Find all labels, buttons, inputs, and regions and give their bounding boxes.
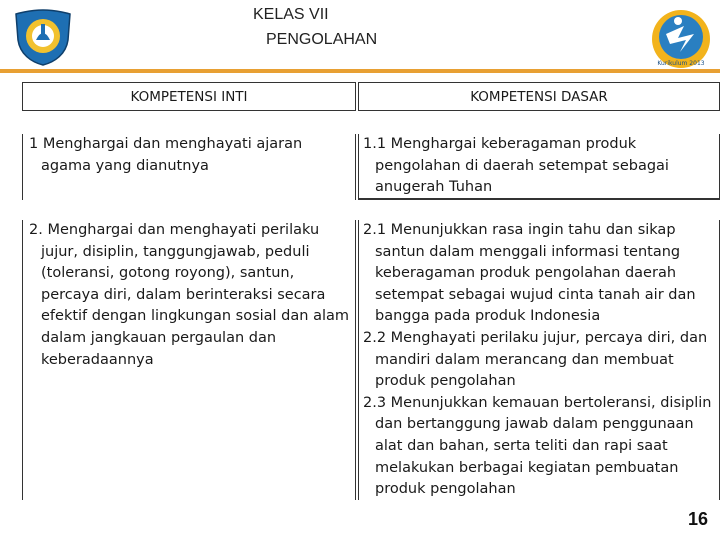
ki-cell-1 — [22, 134, 356, 200]
page-number: 16 — [688, 509, 709, 529]
competency-table — [22, 82, 720, 500]
row-divider — [358, 198, 720, 200]
tutwuri-logo — [12, 8, 74, 66]
svg-text:Kurikulum 2013: Kurikulum 2013 — [657, 60, 705, 67]
kd-cell-1 — [358, 134, 720, 200]
kd-item: 2.1 Menunjukkan rasa ingin tahu dan sikap santun dalam menggali informasi tentang keberagaman produk pengolahan daerah setempat sebagai wujud cinta tanah air dan bangga pada produk Indonesia — [363, 222, 696, 325]
subject-title: PENGOLAHAN — [266, 31, 378, 48]
ki-item: 2. Menghargai dan menghayati perilaku jujur, disiplin, tanggungjawab, peduli (toleransi, gotong royong), santun, percaya diri, dalam berinteraksi secara efektif dengan lingkungan sosial dan alam dalam jangkauan pergaulan dan keberadaannya — [29, 222, 349, 368]
ki-item: 1 Menghargai dan menghayati ajaran agama yang dianutnya — [29, 136, 303, 174]
class-title: KELAS VII — [253, 6, 329, 23]
kurikulum-2013-logo — [650, 8, 712, 70]
kd-cell-2 — [358, 220, 720, 500]
header-kompetensi-inti: KOMPETENSI INTI — [22, 82, 356, 111]
kd-item: 2.3 Menunjukkan kemauan bertoleransi, disiplin dan bertanggung jawab dalam penggunaan alat dan bahan, serta teliti dan rapi saat melakukan berbagai kegiatan pembuatan produk pengolahan — [363, 394, 712, 498]
kd-item: 2.2 Menghayati perilaku jujur, percaya diri, dan mandiri dalam merancang dan membuat produk pengolahan — [363, 329, 708, 390]
kd-item: 1.1 Menghargai keberagaman produk pengolahan di daerah setempat sebagai anugerah Tuhan — [363, 136, 669, 196]
ki-cell-2 — [22, 220, 356, 500]
header-divider — [0, 69, 720, 73]
header-kompetensi-dasar: KOMPETENSI DASAR — [358, 82, 720, 111]
